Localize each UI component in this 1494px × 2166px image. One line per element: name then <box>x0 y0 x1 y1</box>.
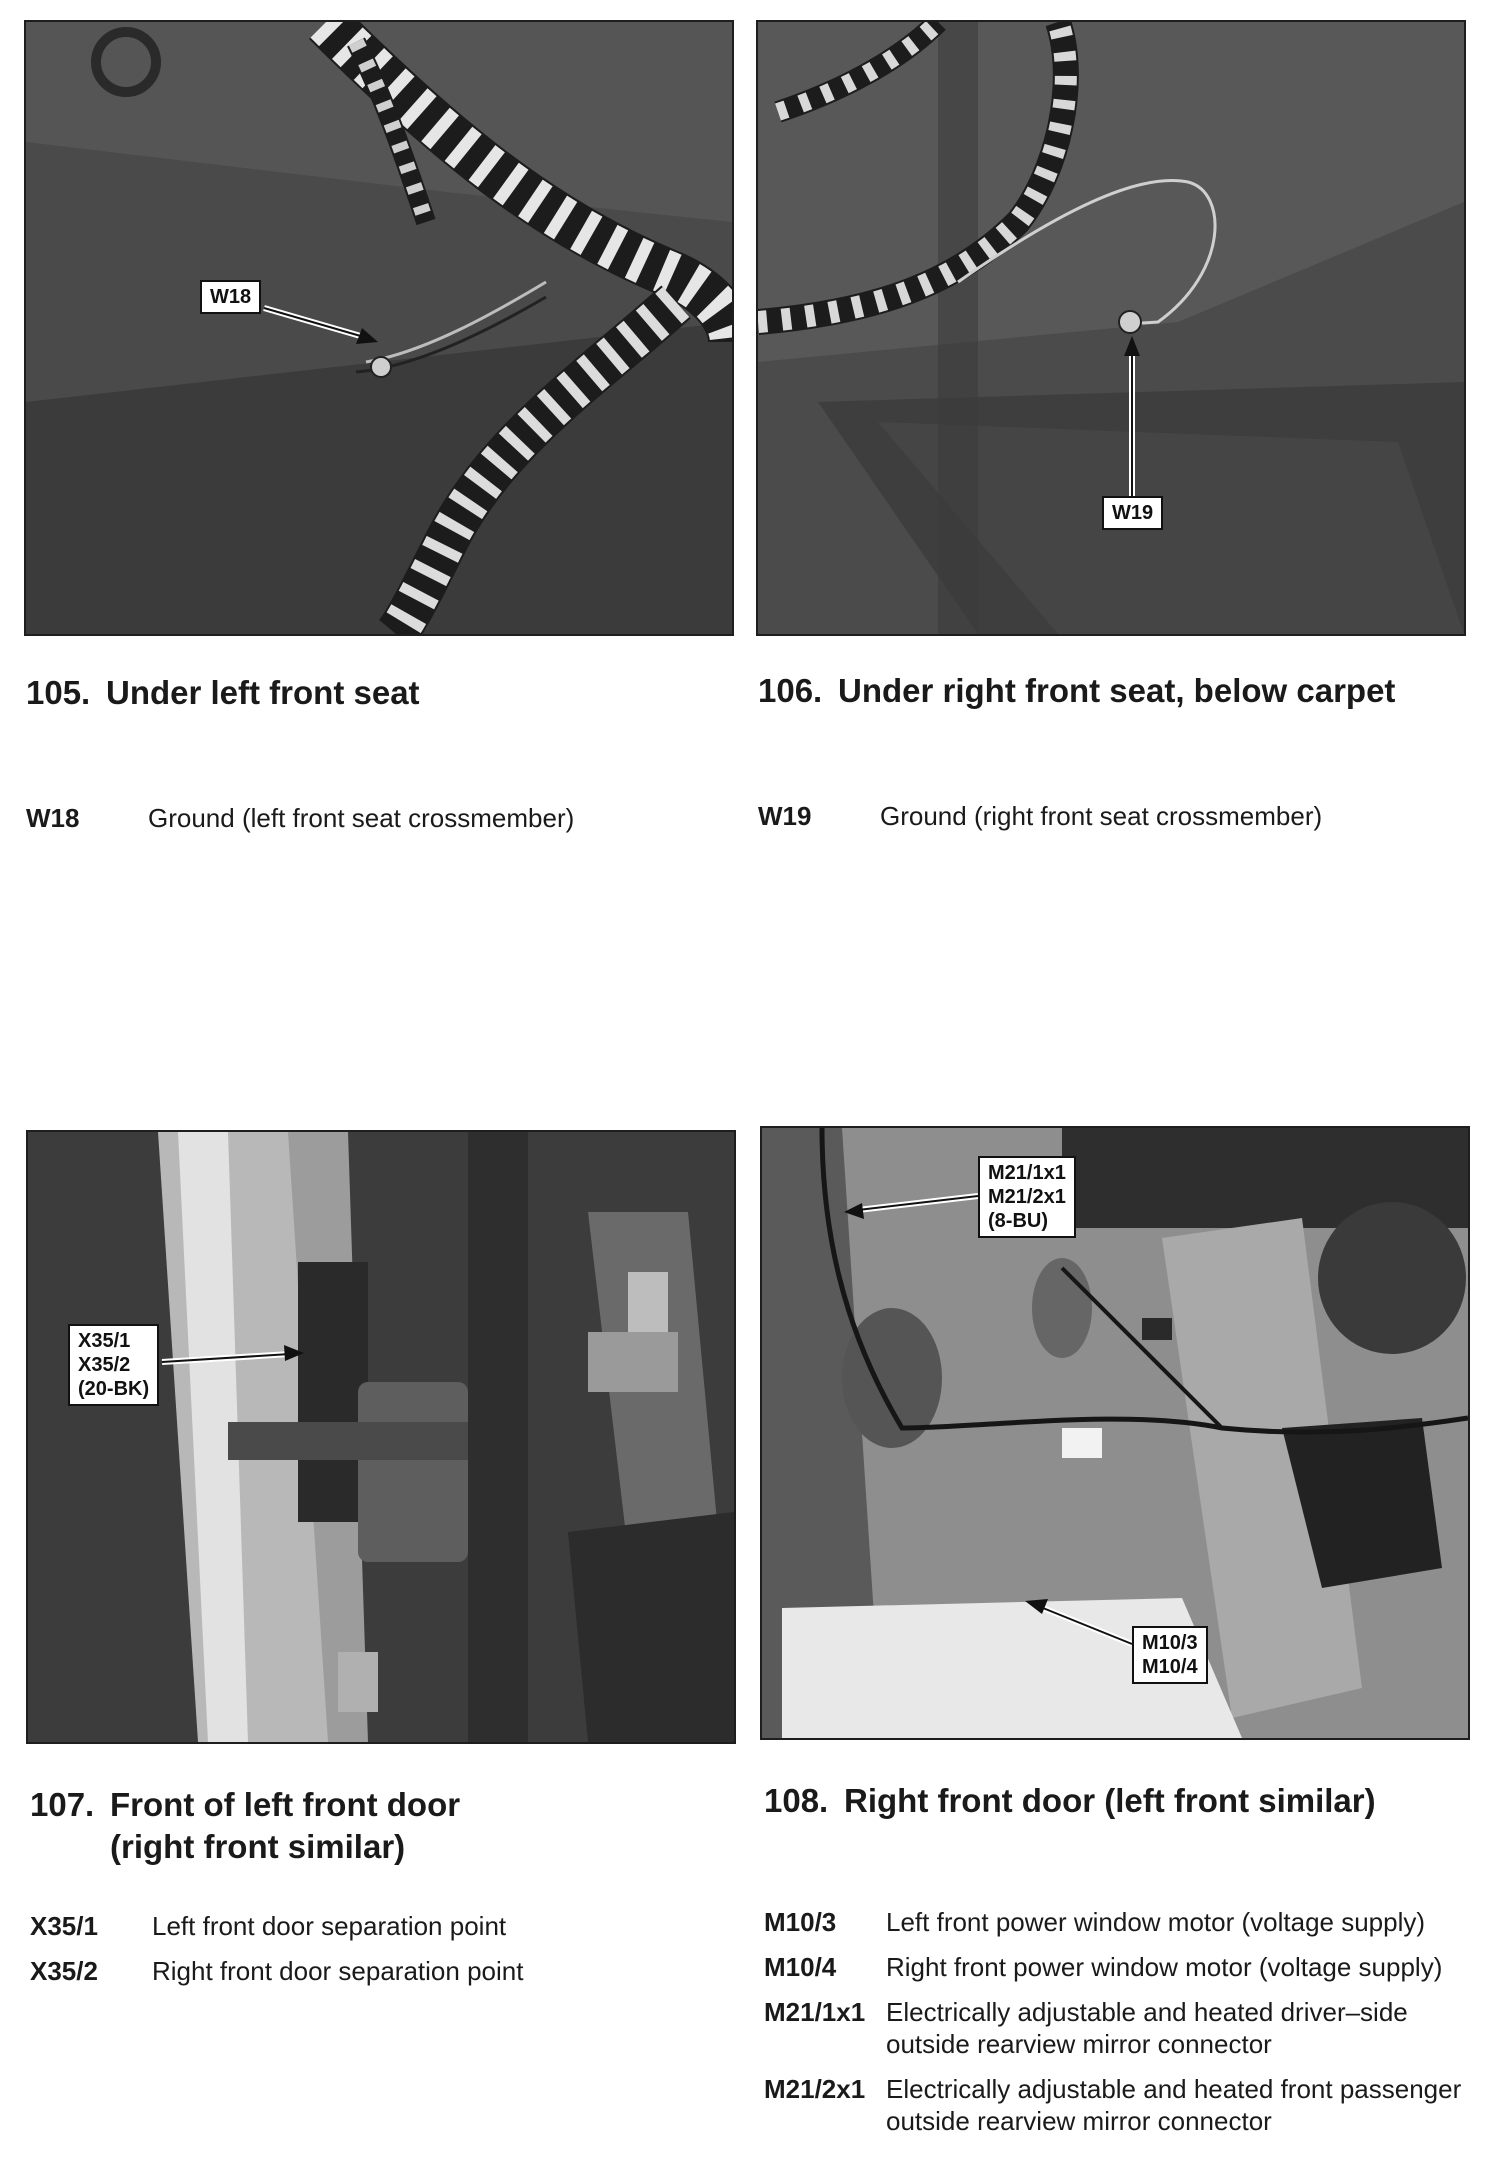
legend-code: M21/2x1 <box>764 2074 866 2104</box>
legend-description: Electrically adjustable and heated driver–side outside rearview mirror connector <box>886 1997 1408 2059</box>
legend-description: Left front door separation point <box>152 1911 507 1941</box>
figure-108-legend <box>764 1906 1474 2150</box>
legend-code: W19 <box>758 801 812 831</box>
photo-under-left-front-seat <box>24 20 734 636</box>
callout-w19: W19 <box>1102 496 1163 530</box>
figure-106-caption <box>758 670 1395 712</box>
legend-code: M10/3 <box>764 1907 837 1937</box>
figure-105-legend <box>26 802 726 847</box>
legend-description: Electrically adjustable and heated front passenger outside rearview mirror connector <box>886 2074 1462 2136</box>
figure-title-line-2: (right front similar) <box>110 1828 406 1865</box>
photo-scene <box>758 22 1464 634</box>
figure-title: Under left front seat <box>106 674 420 711</box>
legend-item <box>764 1996 1474 2060</box>
photo-front-of-left-front-door <box>26 1130 736 1744</box>
legend-description: Ground (left front seat crossmember) <box>148 803 575 833</box>
photo-right-front-door <box>760 1126 1470 1740</box>
callout-m21-connectors: M21/1x1 M21/2x1 (8-BU) <box>978 1156 1076 1238</box>
legend-description: Right front power window motor (voltage supply) <box>886 1952 1443 1982</box>
figure-107-legend <box>30 1910 730 2000</box>
figure-107-caption <box>30 1784 460 1868</box>
figure-title: Under right front seat, below carpet <box>838 672 1396 709</box>
figure-number: 105. <box>26 674 91 711</box>
legend-item <box>30 1955 730 1987</box>
legend-code: X35/2 <box>30 1956 98 1986</box>
figure-105-caption <box>26 672 420 714</box>
figure-108-caption <box>764 1780 1376 1822</box>
photo-scene <box>26 22 732 634</box>
photo-under-right-front-seat <box>756 20 1466 636</box>
figure-number: 106. <box>758 672 823 709</box>
figure-title-line-1: Front of left front door <box>110 1786 461 1823</box>
figure-title: Right front door (left front similar) <box>844 1782 1376 1819</box>
legend-item <box>764 1906 1474 1938</box>
legend-description: Left front power window motor (voltage supply) <box>886 1907 1426 1937</box>
photo-scene <box>28 1132 734 1742</box>
legend-code: M21/1x1 <box>764 1997 866 2027</box>
legend-code: W18 <box>26 803 80 833</box>
legend-item <box>30 1910 730 1942</box>
legend-item <box>764 1951 1474 1983</box>
legend-code: X35/1 <box>30 1911 98 1941</box>
callout-x35-connectors: X35/1 X35/2 (20-BK) <box>68 1324 159 1406</box>
callout-w18: W18 <box>200 280 261 314</box>
legend-item <box>758 800 1468 832</box>
figure-106-legend <box>758 800 1468 845</box>
legend-description: Ground (right front seat crossmember) <box>880 801 1323 831</box>
callout-m10-motors: M10/3 M10/4 <box>1132 1626 1208 1684</box>
legend-item <box>764 2073 1474 2137</box>
figure-number: 107. <box>30 1786 95 1823</box>
legend-code: M10/4 <box>764 1952 837 1982</box>
photo-scene <box>762 1128 1468 1738</box>
legend-description: Right front door separation point <box>152 1956 524 1986</box>
legend-item <box>26 802 726 834</box>
figure-number: 108. <box>764 1782 829 1819</box>
